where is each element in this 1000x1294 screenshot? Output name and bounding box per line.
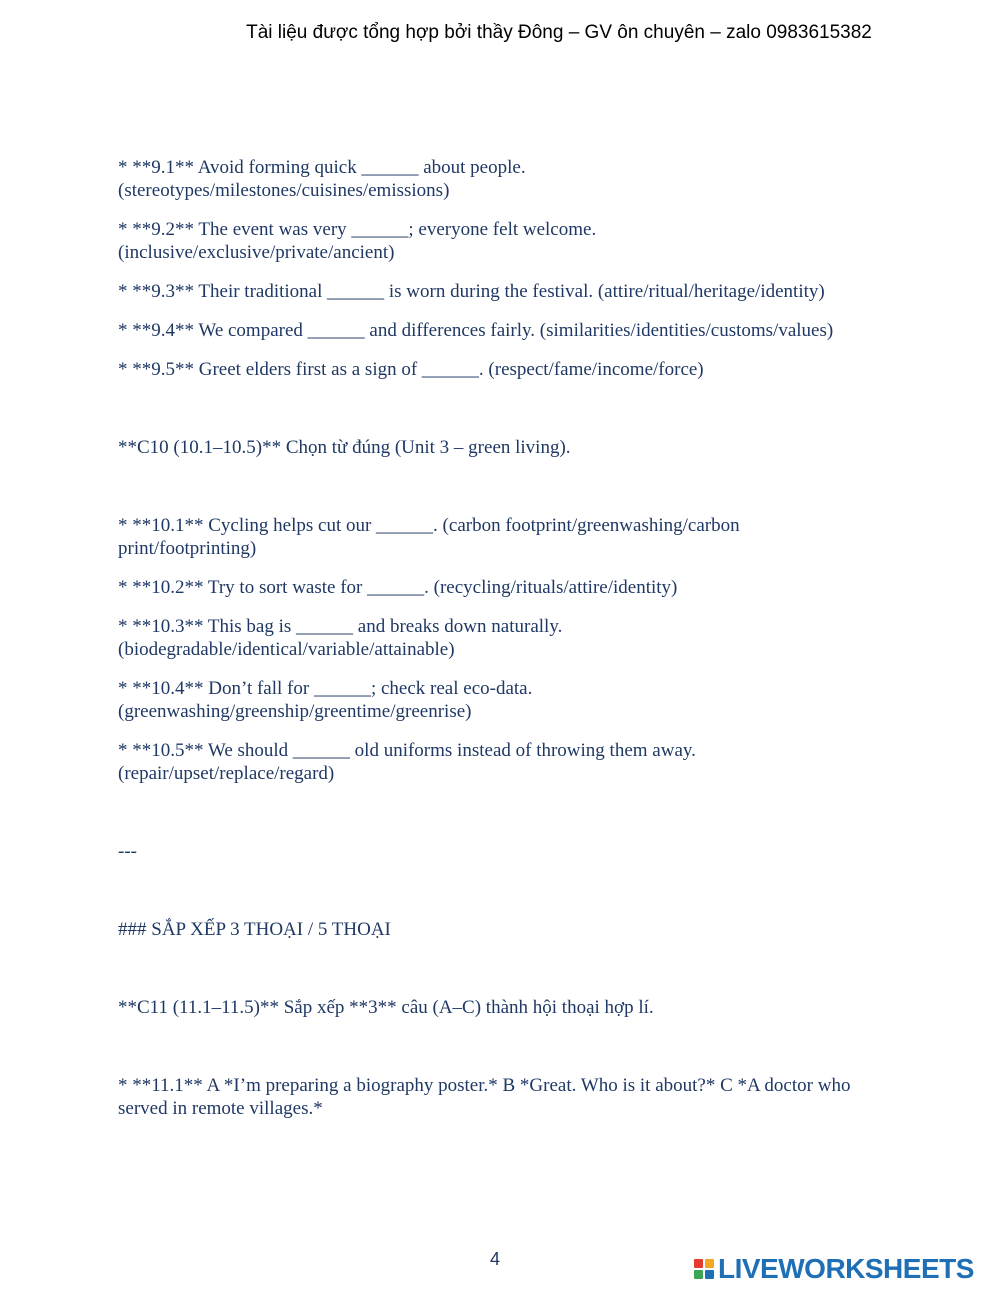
question-item <box>118 218 888 264</box>
liveworksheets-logo[interactable] <box>694 1254 974 1284</box>
question-text: * **9.2** The event was very ______; everyone felt welcome. <box>118 219 597 240</box>
question-item <box>118 677 888 723</box>
question-item <box>118 514 888 560</box>
page-header: Tài liệu được tổng hợp bởi thầy Đông – GV ôn chuyên – zalo 0983615382 <box>246 22 872 43</box>
logo-square <box>705 1259 714 1268</box>
question-text: * **9.4** We compared ______ and differences fairly. (similarities/identities/customs/values) <box>118 320 834 341</box>
question-text: * **11.1** A *I’m preparing a biography poster.* B *Great. Who is it about?* C *A doctor who <box>118 1075 851 1096</box>
question-item <box>118 1074 888 1120</box>
question-text: * **10.1** Cycling helps cut our ______. (carbon footprint/greenwashing/carbon <box>118 515 740 536</box>
question-options: (inclusive/exclusive/private/ancient) <box>118 242 395 263</box>
logo-text: LIVEWORKSHEETS <box>718 1253 974 1284</box>
logo-mark-icon <box>694 1259 714 1279</box>
question-text: * **9.3** Their traditional ______ is worn during the festival. (attire/ritual/heritage/identity) <box>118 281 825 302</box>
logo-square <box>705 1270 714 1279</box>
question-item <box>118 319 888 342</box>
question-item <box>118 615 888 661</box>
question-options: (greenwashing/greenship/greentime/greenrise) <box>118 701 472 722</box>
section-9-list <box>118 156 888 381</box>
section-heading: ### SẮP XẾP 3 THOẠI / 5 THOẠI <box>118 919 391 940</box>
question-text: * **10.5** We should ______ old uniforms instead of throwing them away. <box>118 740 696 761</box>
question-options: print/footprinting) <box>118 538 257 559</box>
logo-square <box>694 1270 703 1279</box>
document-body <box>118 156 888 1136</box>
logo-square <box>694 1259 703 1268</box>
question-options: (stereotypes/milestones/cuisines/emissions) <box>118 180 450 201</box>
section-10-list <box>118 514 888 785</box>
question-text: * **9.5** Greet elders first as a sign of ______. (respect/fame/income/force) <box>118 359 704 380</box>
question-options: (repair/upset/replace/regard) <box>118 763 335 784</box>
question-item <box>118 280 888 303</box>
question-options: served in remote villages.* <box>118 1098 323 1119</box>
question-item <box>118 739 888 785</box>
question-text: * **9.1** Avoid forming quick ______ about people. <box>118 157 526 178</box>
question-item <box>118 156 888 202</box>
question-options: (biodegradable/identical/variable/attainable) <box>118 639 455 660</box>
question-item <box>118 358 888 381</box>
section-11-list <box>118 1074 888 1120</box>
question-text: * **10.2** Try to sort waste for ______. (recycling/rituals/attire/identity) <box>118 577 678 598</box>
page-number: 4 <box>490 1249 501 1269</box>
section-11-title: **C11 (11.1–11.5)** Sắp xếp **3** câu (A–C) thành hội thoại hợp lí. <box>118 997 654 1018</box>
question-text: * **10.3** This bag is ______ and breaks down naturally. <box>118 616 563 637</box>
section-10-title: **C10 (10.1–10.5)** Chọn từ đúng (Unit 3 – green living). <box>118 437 571 458</box>
question-item <box>118 576 888 599</box>
section-divider: --- <box>118 841 137 862</box>
question-text: * **10.4** Don’t fall for ______; check real eco‑data. <box>118 678 533 699</box>
